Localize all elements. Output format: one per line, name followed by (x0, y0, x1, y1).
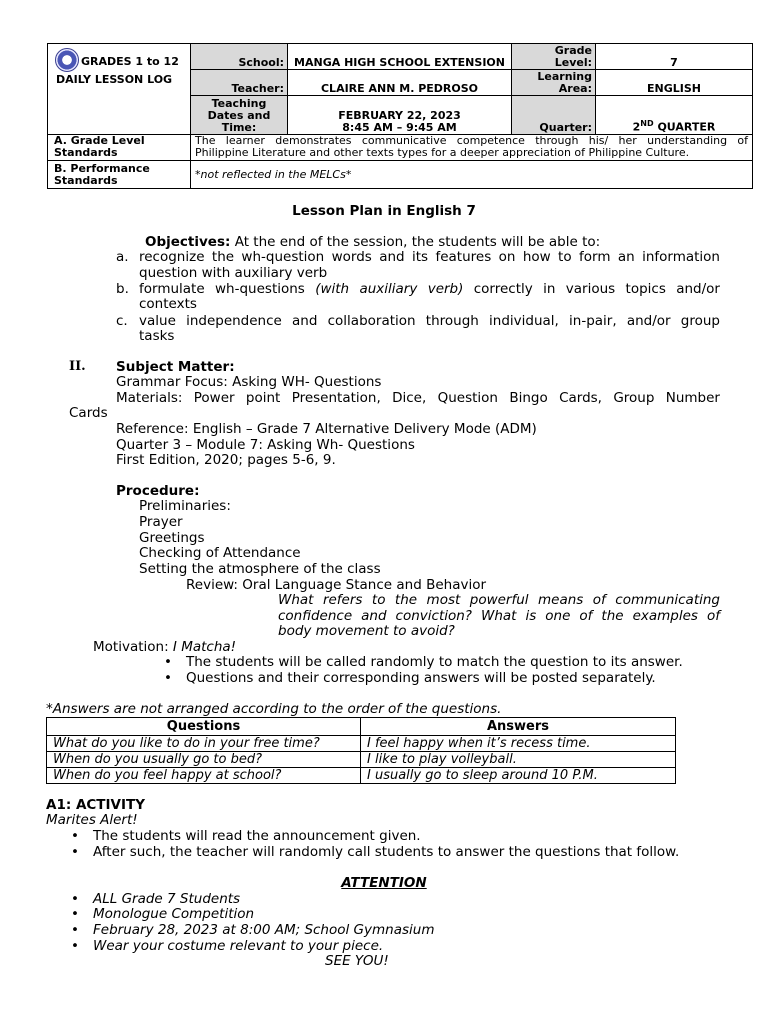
grade-level-standards-value (191, 135, 753, 161)
objective-b-part1: formulate wh-questions (139, 281, 316, 297)
objective-a-line2: question with auxiliary verb (139, 265, 328, 281)
grammar-focus: Grammar Focus: Asking WH- Questions (116, 374, 382, 390)
objectives-heading (145, 234, 600, 250)
motivation-title: I Matcha! (172, 639, 237, 655)
review-question-line3: body movement to avoid? (278, 623, 455, 639)
subject-matter-label: Subject Matter: (116, 359, 235, 375)
dates-value (288, 96, 512, 135)
answer-cell: I like to play volleyball. (361, 752, 676, 768)
activity-subtitle: Marites Alert! (46, 812, 138, 828)
procedure-step: Checking of Attendance (139, 545, 301, 561)
objective-b-line2: contexts (139, 296, 197, 312)
objective-b-line1 (139, 281, 720, 297)
school-value: MANGA HIGH SCHOOL EXTENSION (288, 44, 512, 70)
table-row (47, 768, 676, 784)
review-question-line2: confidence and conviction? What is one of the examples of (278, 608, 720, 624)
lesson-log-header-table (47, 43, 753, 189)
see-you-closing: SEE YOU! (325, 953, 389, 969)
announcement-item: • ALL Grade 7 Students (93, 891, 240, 907)
procedure-step: Greetings (139, 530, 205, 546)
daily-lesson-log-label: DAILY LESSON LOG (56, 73, 173, 86)
teacher-label: Teacher: (191, 70, 288, 96)
qa-note: *Answers are not arranged according to the order of the questions. (46, 701, 502, 717)
grades-label: GRADES 1 to 12 (81, 55, 179, 68)
procedure-step: Setting the atmosphere of the class (139, 561, 381, 577)
objective-a-line1: recognize the wh-question words and its features on how to form an information (139, 249, 720, 265)
motivation-label: Motivation: (93, 639, 173, 655)
quarter-word: QUARTER (657, 121, 716, 134)
teacher-value: CLAIRE ANN M. PEDROSO (288, 70, 512, 96)
materials-line2: Cards (69, 405, 108, 421)
dates-time: 8:45 AM – 9:45 AM (342, 121, 457, 134)
review-line: Review: Oral Language Stance and Behavior (186, 577, 487, 593)
reference: Reference: English – Grade 7 Alternative Delivery Mode (ADM) (116, 421, 537, 437)
grade-std-line1: The learner demonstrates communicative competence through his/ her understanding of (195, 134, 748, 147)
objective-c-line1: value independence and collaboration through individual, in-pair, and/or group (139, 313, 720, 329)
objective-b-part3: correctly in various topics and/or (473, 281, 720, 297)
procedure-label: Procedure: (116, 483, 200, 499)
deped-seal-icon (55, 48, 79, 72)
quarter-label: Quarter: (512, 96, 596, 135)
announcement-item: • Monologue Competition (93, 906, 254, 922)
activity-bullet: • After such, the teacher will randomly call students to answer the questions that follow. (93, 844, 679, 860)
answers-header: Answers (361, 718, 676, 736)
objectives-label: Objectives: (145, 234, 231, 250)
performance-standards-value: *not reflected in the MELCs* (191, 161, 753, 189)
objective-marker-a: a. (116, 249, 129, 265)
grade-level-value: 7 (596, 44, 753, 70)
review-question-line1: What refers to the most powerful means of communicating (278, 592, 720, 608)
objective-b-part2: (with auxiliary verb) (315, 281, 464, 297)
edition: First Edition, 2020; pages 5-6, 9. (116, 452, 336, 468)
table-row (47, 736, 676, 752)
objective-marker-b: b. (116, 281, 129, 297)
procedure-step: Preliminaries: (139, 498, 231, 514)
grade-level-label: Grade Level: (512, 44, 596, 70)
answer-cell: I feel happy when it’s recess time. (361, 736, 676, 752)
motivation-bullet: • The students will be called randomly to match the question to its answer. (186, 654, 683, 670)
learning-area-value: ENGLISH (596, 70, 753, 96)
activity-bullet: • The students will read the announcement given. (93, 828, 421, 844)
question-cell: What do you like to do in your free time? (47, 736, 361, 752)
attention-heading: ATTENTION (341, 875, 427, 891)
performance-standards-label: B. Performance Standards (48, 161, 191, 189)
objective-marker-c: c. (116, 313, 128, 329)
objective-c-line2: tasks (139, 328, 175, 344)
quarter-sup: ND (640, 119, 654, 129)
subject-matter-numeral: II. (69, 359, 86, 374)
answer-cell: I usually go to sleep around 10 P.M. (361, 768, 676, 784)
questions-header: Questions (47, 718, 361, 736)
procedure-step: Prayer (139, 514, 183, 530)
materials-line1: Materials: Power point Presentation, Dice, Question Bingo Cards, Group Number (116, 390, 720, 406)
questions-answers-table (46, 717, 676, 784)
announcement-item: • Wear your costume relevant to your piece. (93, 938, 383, 954)
dates-date: FEBRUARY 22, 2023 (338, 109, 461, 122)
question-cell: When do you usually go to bed? (47, 752, 361, 768)
module: Quarter 3 – Module 7: Asking Wh- Questions (116, 437, 415, 453)
grade-level-standards-label: A. Grade Level Standards (48, 135, 191, 161)
quarter-value (596, 96, 753, 135)
learning-area-label: Learning Area: (512, 70, 596, 96)
motivation-line (93, 639, 236, 655)
dates-label: Teaching Dates and Time: (191, 96, 288, 135)
table-row (47, 752, 676, 768)
school-label: School: (191, 44, 288, 70)
motivation-bullet: • Questions and their corresponding answers will be posted separately. (186, 670, 656, 686)
activity-label: A1: ACTIVITY (46, 797, 145, 813)
question-cell: When do you feel happy at school? (47, 768, 361, 784)
announcement-item: • February 28, 2023 at 8:00 AM; School Gymnasium (93, 922, 434, 938)
grade-std-line2: Philippine Literature and other texts types for a deeper appreciation of Philippine Culture. (195, 146, 690, 159)
objectives-intro: At the end of the session, the students will be able to: (230, 234, 601, 250)
lesson-plan-title: Lesson Plan in English 7 (292, 203, 476, 219)
quarter-num: 2 (632, 121, 641, 134)
